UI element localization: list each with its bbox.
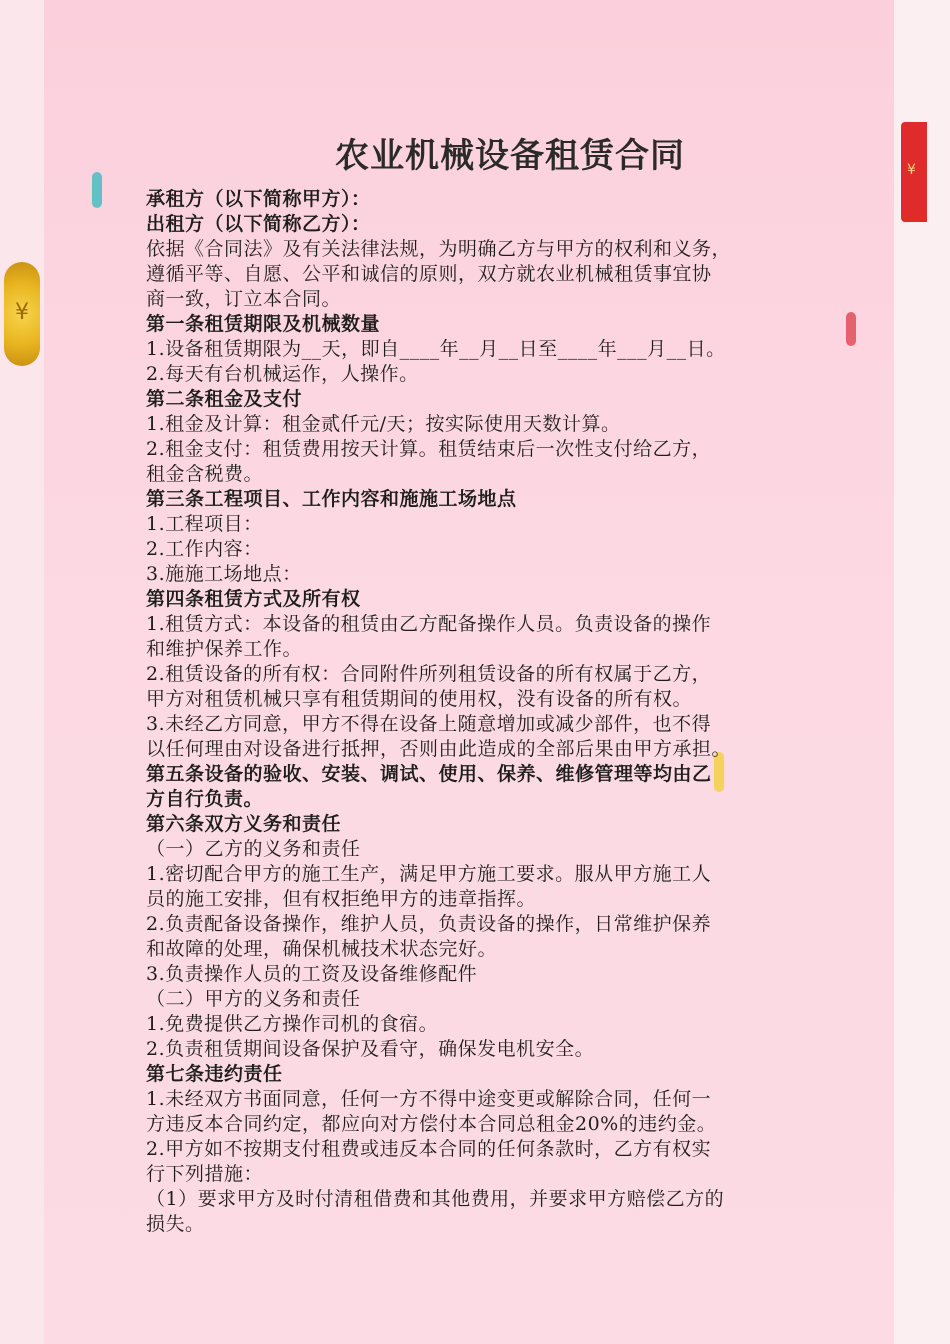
body-text-line: 1.工程项目： [146, 513, 263, 535]
body-text-line: 2.甲方如不按期支付租费或违反本合同的任何条款时，乙方有权实 [146, 1138, 712, 1160]
body-text-line: 行下列措施： [146, 1163, 264, 1185]
section-heading-line: 第三条工程项目、工作内容和施施工场地点 [146, 488, 517, 510]
body-text-line: 以任何理由对设备进行抵押，否则由此造成的全部后果由甲方承担。 [146, 738, 732, 760]
section-heading-line: 第六条双方义务和责任 [146, 813, 342, 835]
body-text-line: 甲方对租赁机械只享有租赁期间的使用权，没有设备的所有权。 [146, 688, 693, 710]
body-text-line: 2.负责租赁期间设备保护及看守，确保发电机安全。 [146, 1038, 595, 1060]
section-heading-line: 出租方（以下简称乙方）： [146, 213, 371, 235]
left-margin-strip [0, 0, 44, 1344]
body-text-line: 和故障的处理，确保机械技术状态完好。 [146, 938, 498, 960]
body-text-line: 1.未经双方书面同意，任何一方不得中途变更或解除合同，任何一 [146, 1088, 712, 1110]
red-sparkle-icon [846, 312, 856, 346]
body-text-line: 2.每天有台机械运作，人操作。 [146, 363, 419, 385]
body-text-line: 方违反本合同约定，都应向对方偿付本合同总租金20%的违约金。 [146, 1113, 717, 1135]
section-heading-line: 第五条设备的验收、安装、调试、使用、保养、维修管理等均由乙 [146, 763, 712, 785]
section-heading-line: 第四条租赁方式及所有权 [146, 588, 361, 610]
body-text-line: 员的施工安排，但有权拒绝甲方的违章指挥。 [146, 888, 537, 910]
teal-sparkle-icon [92, 172, 102, 208]
document-body [146, 187, 814, 1237]
document-title: 农业机械设备租赁合同 [335, 136, 685, 176]
body-text-line: 3.施施工场地点： [146, 563, 302, 585]
body-text-line: 和维护保养工作。 [146, 638, 303, 660]
body-text-line: 2.租赁设备的所有权：合同附件所列租赁设备的所有权属于乙方， [146, 663, 712, 685]
section-heading-line: 方自行负责。 [146, 788, 264, 810]
body-text-line: 损失。 [146, 1213, 205, 1235]
body-text-line: 3.负责操作人员的工资及设备维修配件 [146, 963, 478, 985]
section-heading-line: 第七条违约责任 [146, 1063, 283, 1085]
body-text-line: 租金含税费。 [146, 463, 264, 485]
contract-document [146, 128, 814, 1237]
body-text-line: 1.免费提供乙方操作司机的食宿。 [146, 1013, 439, 1035]
red-tag-decoration-icon: ¥ [901, 122, 927, 222]
section-heading-line: 承租方（以下简称甲方）： [146, 188, 371, 210]
body-text-line: 1.租金及计算：租金贰仟元/天；按实际使用天数计算。 [146, 413, 621, 435]
body-text-line: 1.租赁方式：本设备的租赁由乙方配备操作人员。负责设备的操作 [146, 613, 712, 635]
body-text-line: 依据《合同法》及有关法律法规，为明确乙方与甲方的权利和义务， [146, 238, 732, 260]
body-text-line: 2.工作内容： [146, 538, 263, 560]
section-heading-line: 第一条租赁期限及机械数量 [146, 313, 381, 335]
section-heading-line: 第二条租金及支付 [146, 388, 303, 410]
body-text-line: （一）乙方的义务和责任 [146, 838, 361, 860]
body-text-line: 1.密切配合甲方的施工生产，满足甲方施工要求。服从甲方施工人 [146, 863, 712, 885]
body-text-line: （1）要求甲方及时付清租借费和其他费用，并要求甲方赔偿乙方的 [146, 1188, 725, 1210]
body-text-line: 商一致，订立本合同。 [146, 288, 342, 310]
body-text-line: 3.未经乙方同意，甲方不得在设备上随意增加或减少部件，也不得 [146, 713, 712, 735]
body-text-line: 2.负责配备设备操作，维护人员，负责设备的操作，日常维护保养 [146, 913, 712, 935]
body-text-line: 遵循平等、自愿、公平和诚信的原则，双方就农业机械租赁事宜协 [146, 263, 712, 285]
coin-decoration-icon: ¥ [4, 262, 40, 366]
body-text-line: 1.设备租赁期限为__天，即自____年__月__日至____年___月__日。 [146, 338, 726, 360]
body-text-line: 2.租金支付：租赁费用按天计算。租赁结束后一次性支付给乙方， [146, 438, 712, 460]
body-text-line: （二）甲方的义务和责任 [146, 988, 361, 1010]
